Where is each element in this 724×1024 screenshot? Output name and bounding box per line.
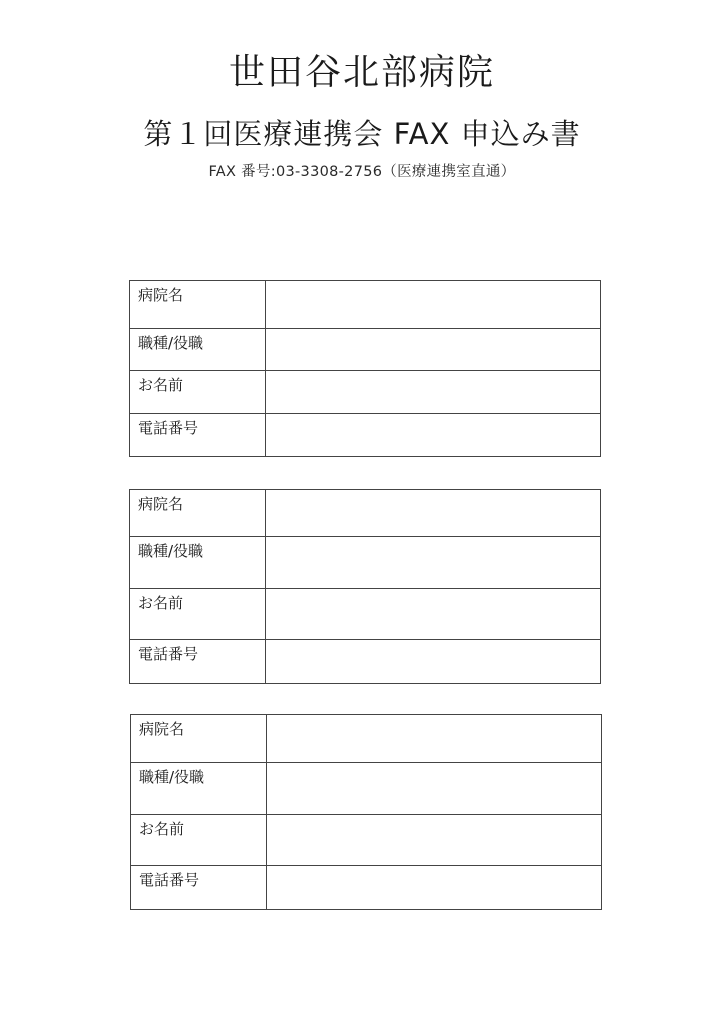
label-occupation: 職種/役職 xyxy=(130,329,266,371)
form-row-occupation xyxy=(130,329,601,371)
form-row-name xyxy=(130,371,601,414)
phone-field[interactable] xyxy=(267,866,602,910)
occupation-field[interactable] xyxy=(266,329,601,371)
form-row-hospital xyxy=(130,281,601,329)
label-phone: 電話番号 xyxy=(130,414,266,457)
entry-form-3 xyxy=(130,714,602,910)
phone-field[interactable] xyxy=(266,640,601,684)
label-hospital-name: 病院名 xyxy=(131,715,267,763)
label-name: お名前 xyxy=(130,371,266,414)
form-title: 第１回医療連携会 FAX 申込み書 xyxy=(143,117,581,151)
form-row-phone xyxy=(130,414,601,457)
form-row-phone xyxy=(131,866,602,910)
name-field[interactable] xyxy=(266,589,601,640)
form-row-phone xyxy=(130,640,601,684)
occupation-field[interactable] xyxy=(267,763,602,815)
entry-form-2 xyxy=(129,489,601,684)
label-occupation: 職種/役職 xyxy=(130,537,266,589)
label-phone: 電話番号 xyxy=(130,640,266,684)
form-row-hospital xyxy=(131,715,602,763)
occupation-field[interactable] xyxy=(266,537,601,589)
label-name: お名前 xyxy=(131,815,267,866)
label-occupation: 職種/役職 xyxy=(131,763,267,815)
name-field[interactable] xyxy=(267,815,602,866)
form-row-occupation xyxy=(130,537,601,589)
phone-field[interactable] xyxy=(266,414,601,457)
label-phone: 電話番号 xyxy=(131,866,267,910)
hospital-name-field[interactable] xyxy=(267,715,602,763)
form-row-occupation xyxy=(131,763,602,815)
name-field[interactable] xyxy=(266,371,601,414)
label-name: お名前 xyxy=(130,589,266,640)
hospital-name-field[interactable] xyxy=(266,490,601,537)
label-hospital-name: 病院名 xyxy=(130,281,266,329)
hospital-name-field[interactable] xyxy=(266,281,601,329)
hospital-name: 世田谷北部病院 xyxy=(228,52,495,93)
form-row-hospital xyxy=(130,490,601,537)
form-row-name xyxy=(131,815,602,866)
label-hospital-name: 病院名 xyxy=(130,490,266,537)
entry-form-1 xyxy=(129,280,601,457)
fax-number-line: FAX 番号:03-3308-2756（医療連携室直通） xyxy=(208,164,516,180)
form-row-name xyxy=(130,589,601,640)
